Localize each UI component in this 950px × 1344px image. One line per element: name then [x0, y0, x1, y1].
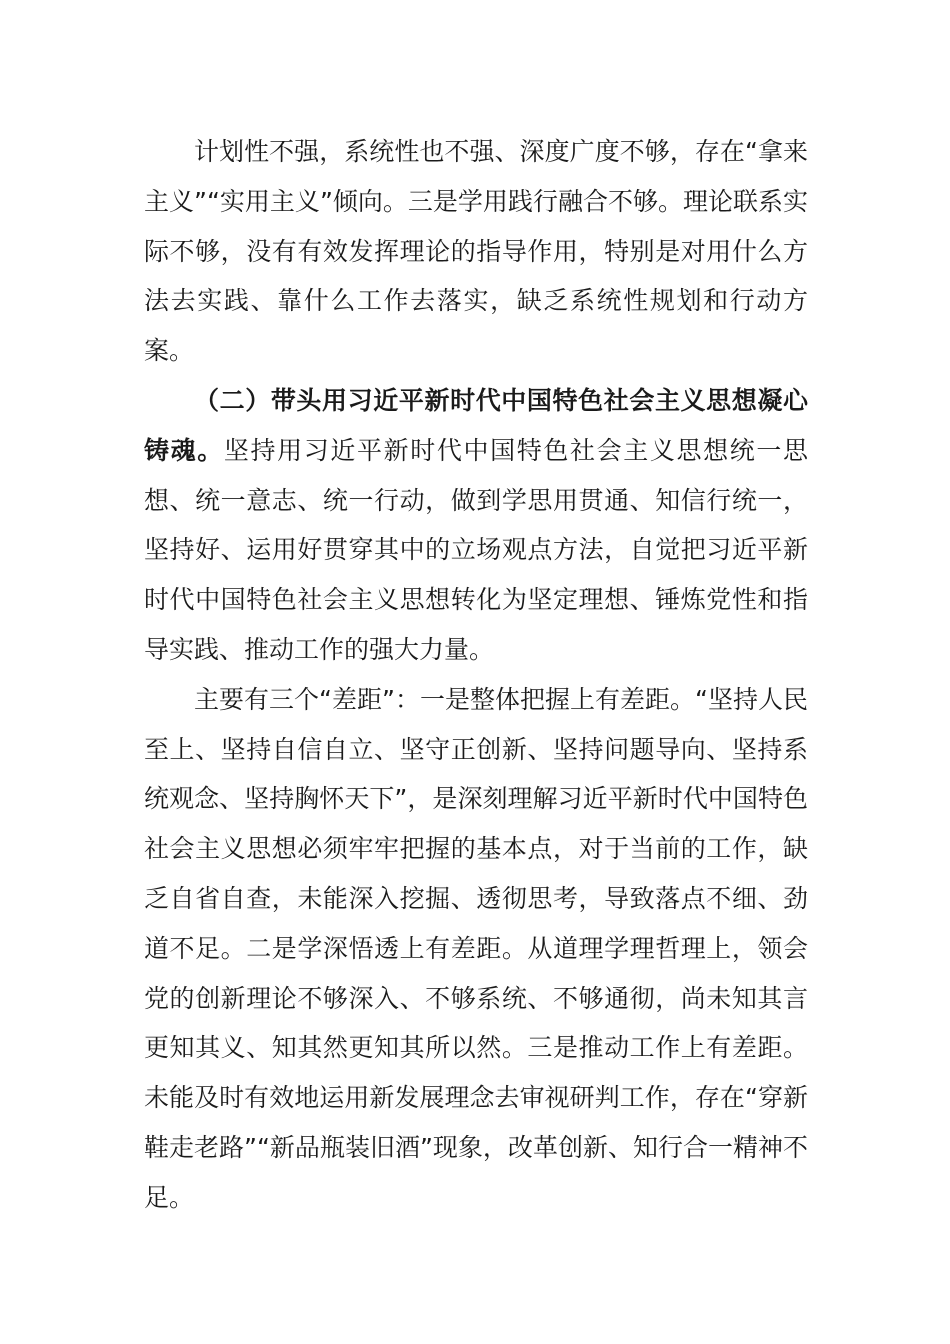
paragraph-continuation	[144, 127, 808, 376]
section-heading: （二）带头用习近平新时代中国特色社会主义思想凝心铸魂。	[144, 385, 808, 465]
paragraph-section-two	[144, 376, 808, 675]
paragraph-text: 计划性不强，系统性也不强、深度广度不够，存在“拿来主义”“实用主义”倾向。三是学用践行融合不够。理论联系实际不够，没有有效发挥理论的指导作用，特别是对用什么方法去实践、靠什么工作去落实，缺乏系统性规划和行动方案。	[144, 137, 808, 366]
document-body	[144, 127, 808, 1223]
paragraph-text: 主要有三个“差距”：一是整体把握上有差距。“坚持人民至上、坚持自信自立、坚守正创新、坚持问题导向、坚持系统观念、坚持胸怀天下”，是深刻理解习近平新时代中国特色社会主义思想必须牢牢把握的基本点，对于当前的工作，缺乏自省自查，未能深入挖掘、透彻思考，导致落点不细、劲道不足。二是学深悟透上有差距。从道理学理哲理上，领会党的创新理论不够深入、不够系统、不够通彻，尚未知其言更知其义、知其然更知其所以然。三是推动工作上有差距。未能及时有效地运用新发展理念去审视研判工作，存在“穿新鞋走老路”“新品瓶装旧酒”现象，改革创新、知行合一精神不足。	[144, 684, 808, 1212]
paragraph-three-gaps	[144, 675, 808, 1223]
paragraph-text: 坚持用习近平新时代中国特色社会主义思想统一思想、统一意志、统一行动，做到学思用贯通、知信行统一，坚持好、运用好贯穿其中的立场观点方法，自觉把习近平新时代中国特色社会主义思想转化为坚定理想、锤炼党性和指导实践、推动工作的强大力量。	[144, 435, 808, 664]
